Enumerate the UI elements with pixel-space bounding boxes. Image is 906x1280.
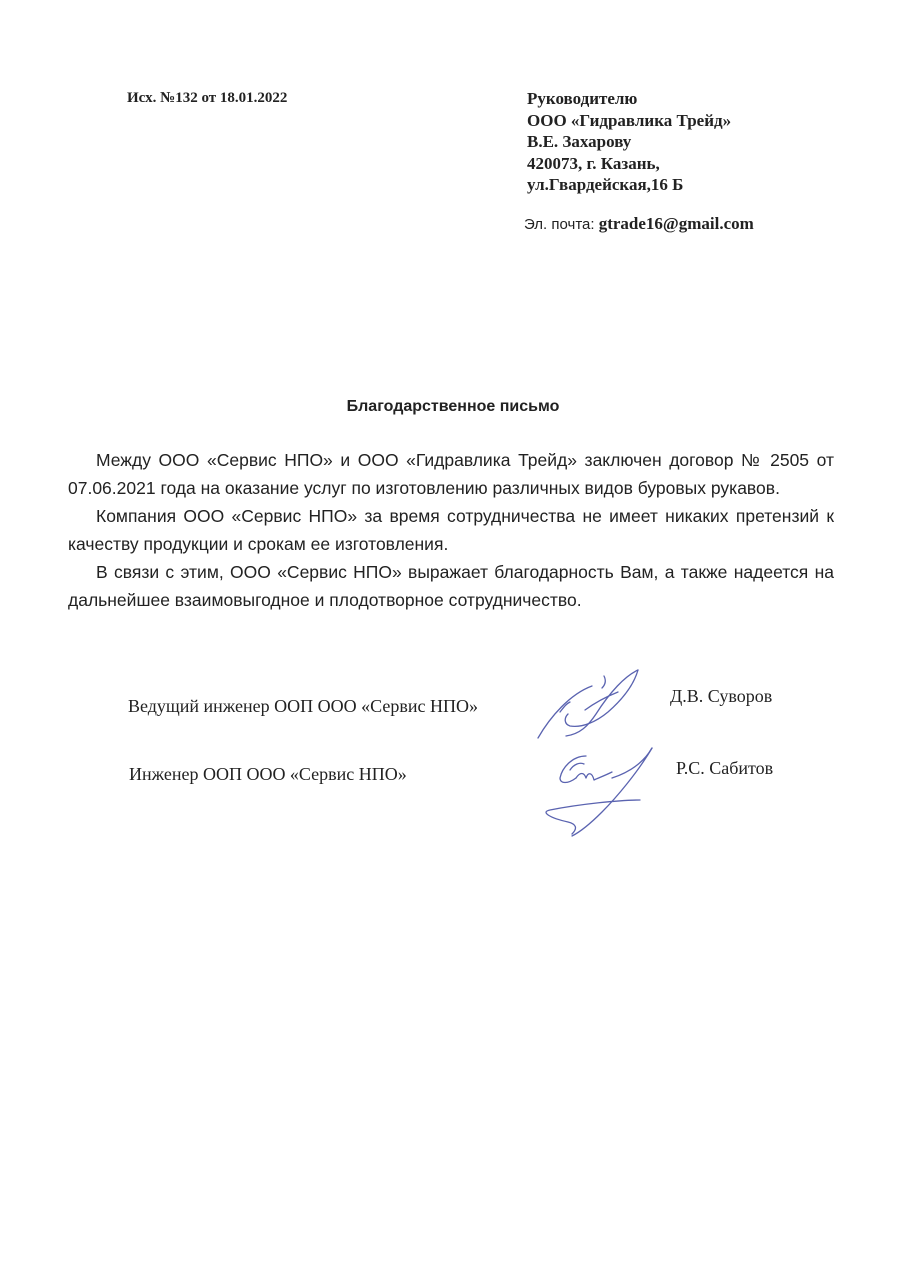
- signatory-role: Ведущий инженер ООП ООО «Сервис НПО»: [128, 696, 478, 716]
- recipient-company: ООО «Гидравлика Трейд»: [527, 110, 732, 130]
- letter-body: [68, 446, 834, 614]
- signatory-name: Р.С. Сабитов: [676, 758, 774, 778]
- recipient-city: 420073, г. Казань,: [527, 153, 660, 173]
- recipient-email-line: [524, 214, 754, 234]
- email-value: gtrade16@gmail.com: [598, 214, 754, 233]
- body-paragraph-contract: Между ООО «Сервис НПО» и ООО «Гидравлика Трейд» заключен договор № 2505 от 07.06.2021 года на оказание услуг по изготовлению различных видов буровых рукавов.: [68, 450, 834, 498]
- letter-title: Благодарственное письмо: [346, 398, 560, 415]
- recipient-name: В.Е. Захарову: [527, 132, 632, 151]
- body-paragraph-gratitude: В связи с этим, ООО «Сервис НПО» выражает благодарность Вам, а также надеется на дальнейшее взаимовыгодное и плодотворное сотрудничество.: [68, 562, 834, 610]
- signatory-role: Инженер ООП ООО «Сервис НПО»: [129, 764, 407, 784]
- recipient-street: ул.Гвардейская,16 Б: [527, 175, 684, 194]
- handwritten-signature-icon: [530, 662, 650, 747]
- signatory-name: Д.В. Суворов: [670, 686, 773, 706]
- body-paragraph-no-claims: Компания ООО «Сервис НПО» за время сотрудничества не имеет никаких претензий к качеству продукции и срокам ее изготовления.: [68, 506, 834, 554]
- recipient-position: Руководителю: [527, 89, 638, 108]
- outgoing-reference: Исх. №132 от 18.01.2022: [127, 90, 288, 106]
- recipient-block: [527, 88, 731, 196]
- handwritten-signature-icon: [520, 742, 660, 847]
- email-label: Эл. почта:: [524, 216, 599, 233]
